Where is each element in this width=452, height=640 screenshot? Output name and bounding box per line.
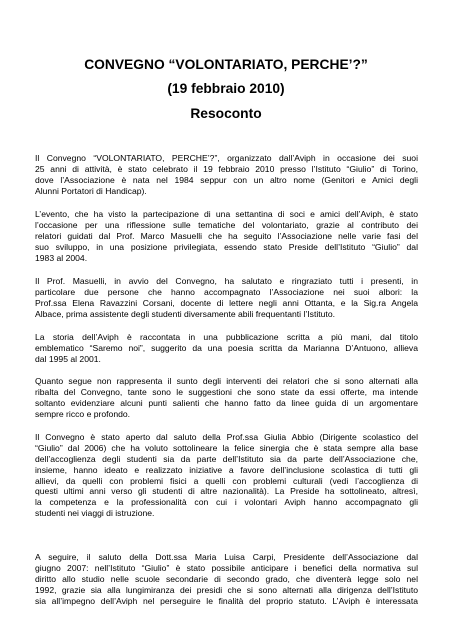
text-line: Il Prof. Masuelli, in avvio del Convegno, ha salutato e ringraziato tutti i presenti, in: [35, 276, 418, 286]
paragraph-introduction: [35, 153, 418, 197]
text-line: particolare due persone che hanno accompagnato l’Associazione nei suoi albori: la: [35, 286, 418, 297]
text-line: ribalta del Convegno, tante sono le suggestioni che sono state da essi offerte, ma intende: [35, 386, 418, 397]
text-line: la competenza e la professionalità con cui i volontari Aviph hanno accompagnato gli: [35, 497, 418, 508]
text-line: allievi, da quelli con problemi fisici a quelli con problemi culturali (vedi l’accoglienza di: [35, 475, 418, 486]
text-line: relatori guidati dal Prof. Marco Masuelli che ha seguito l’Associazione nelle varie fasi del: [35, 230, 418, 241]
text-line: Quanto segue non rappresenta il sunto degli interventi dei relatori che si sono alternati alla: [35, 376, 418, 386]
text-line: dal 1995 al 2001.: [35, 353, 101, 364]
paragraph-event: [35, 209, 418, 263]
text-line: A seguire, il saluto della Dott.ssa Maria Luisa Carpi, Presidente dell’Associazione dal: [35, 552, 418, 562]
text-line: studenti nei viaggi di istruzione.: [35, 508, 155, 519]
text-line: diritto allo studio nelle scuole secondarie di secondo grado, che diventerà legge solo nel: [35, 573, 418, 584]
text-line: Il Convegno “VOLONTARIATO, PERCHE’?”, organizzato dall’Aviph in occasione dei suoi: [35, 153, 418, 163]
text-line: Il Convegno è stato aperto dal saluto della Prof.ssa Giulia Abbio (Dirigente scolastico del: [35, 432, 418, 442]
paragraph-history: [35, 332, 418, 365]
text-line: Prof.ssa Elena Ravazzini Corsani, docente di lettere negli anni Ottanta, e la Sig.ra Angela: [35, 297, 418, 308]
paragraph-carpi: [35, 552, 418, 606]
text-line: dell’accoglienza degli studenti sia da parte dell’Istituto sia da parte dell’Associazione che,: [35, 453, 418, 464]
text-line: La storia dell’Aviph è raccontata in una pubblicazione scritta a più mani, dal titolo: [35, 332, 418, 342]
text-line: 25 anni di attività, è stato celebrato il 19 febbraio 2010 presso l’Istituto “Giulio” di Torino,: [35, 163, 418, 174]
text-line: giugno 2007: nell’Istituto “Giulio” è stato possibile anticipare i benefici della normativa sul: [35, 562, 418, 573]
text-line: L’evento, che ha visto la partecipazione di una settantina di soci e amici dell’Aviph, è stato: [35, 209, 418, 219]
text-line: l’occasione per una riflessione sulle tematiche del volontariato, grazie al contributo dei: [35, 219, 418, 230]
text-line: Albace, prima assistente degli studenti diversamente abili frequentanti l’Istituto.: [35, 308, 335, 319]
document-title: CONVEGNO “VOLONTARIATO, PERCHE’?”: [84, 57, 368, 72]
text-line: Alunni Portatori di Handicap).: [35, 185, 147, 196]
text-line: sempre ricco e profondo.: [35, 408, 131, 419]
text-line: questi ultimi anni verso gli studenti di altre nazionalità). La Preside ha sottolineato, altresì,: [35, 486, 418, 497]
document-date: (19 febbraio 2010): [167, 81, 285, 96]
document-subtitle: Resoconto: [190, 106, 262, 121]
text-line: 1992, grazie sia alla lungimiranza dei presidi che si sono alternati alla dirigenza dell’Istituto: [35, 584, 418, 595]
paragraph-opening: [35, 432, 418, 519]
text-line: insieme, hanno ideato e realizzato iniziative a favore dell’inclusione scolastica di tutti gli: [35, 464, 418, 475]
text-line: “Giulio” dal 2006) che ha voluto sottolineare la felice sinergia che è stata sempre alla base: [35, 442, 418, 453]
paragraph-summary: [35, 376, 418, 420]
text-line: dove l’Associazione è nata nel 1984 seppur con un altro nome (Genitori e Amici degli: [35, 174, 418, 185]
text-line: 1983 al 2004.: [35, 252, 88, 263]
text-line: suo sviluppo, in una posizione privilegiata, essendo stato Preside dell’Istituto “Giulio” dal: [35, 241, 418, 252]
text-line: emblematico “Saremo noi”, suggerito da una poesia scritta da Marianna D’Antuono, allieva: [35, 342, 418, 353]
paragraph-masuelli: [35, 276, 418, 320]
text-line: soltanto evidenziare alcuni punti salienti che hanno fatto da linee guida di un argomentare: [35, 397, 418, 408]
text-line: sia all’impegno dell’Aviph nel perseguire le finalità del proprio statuto. L’Aviph è interessata: [35, 595, 418, 606]
